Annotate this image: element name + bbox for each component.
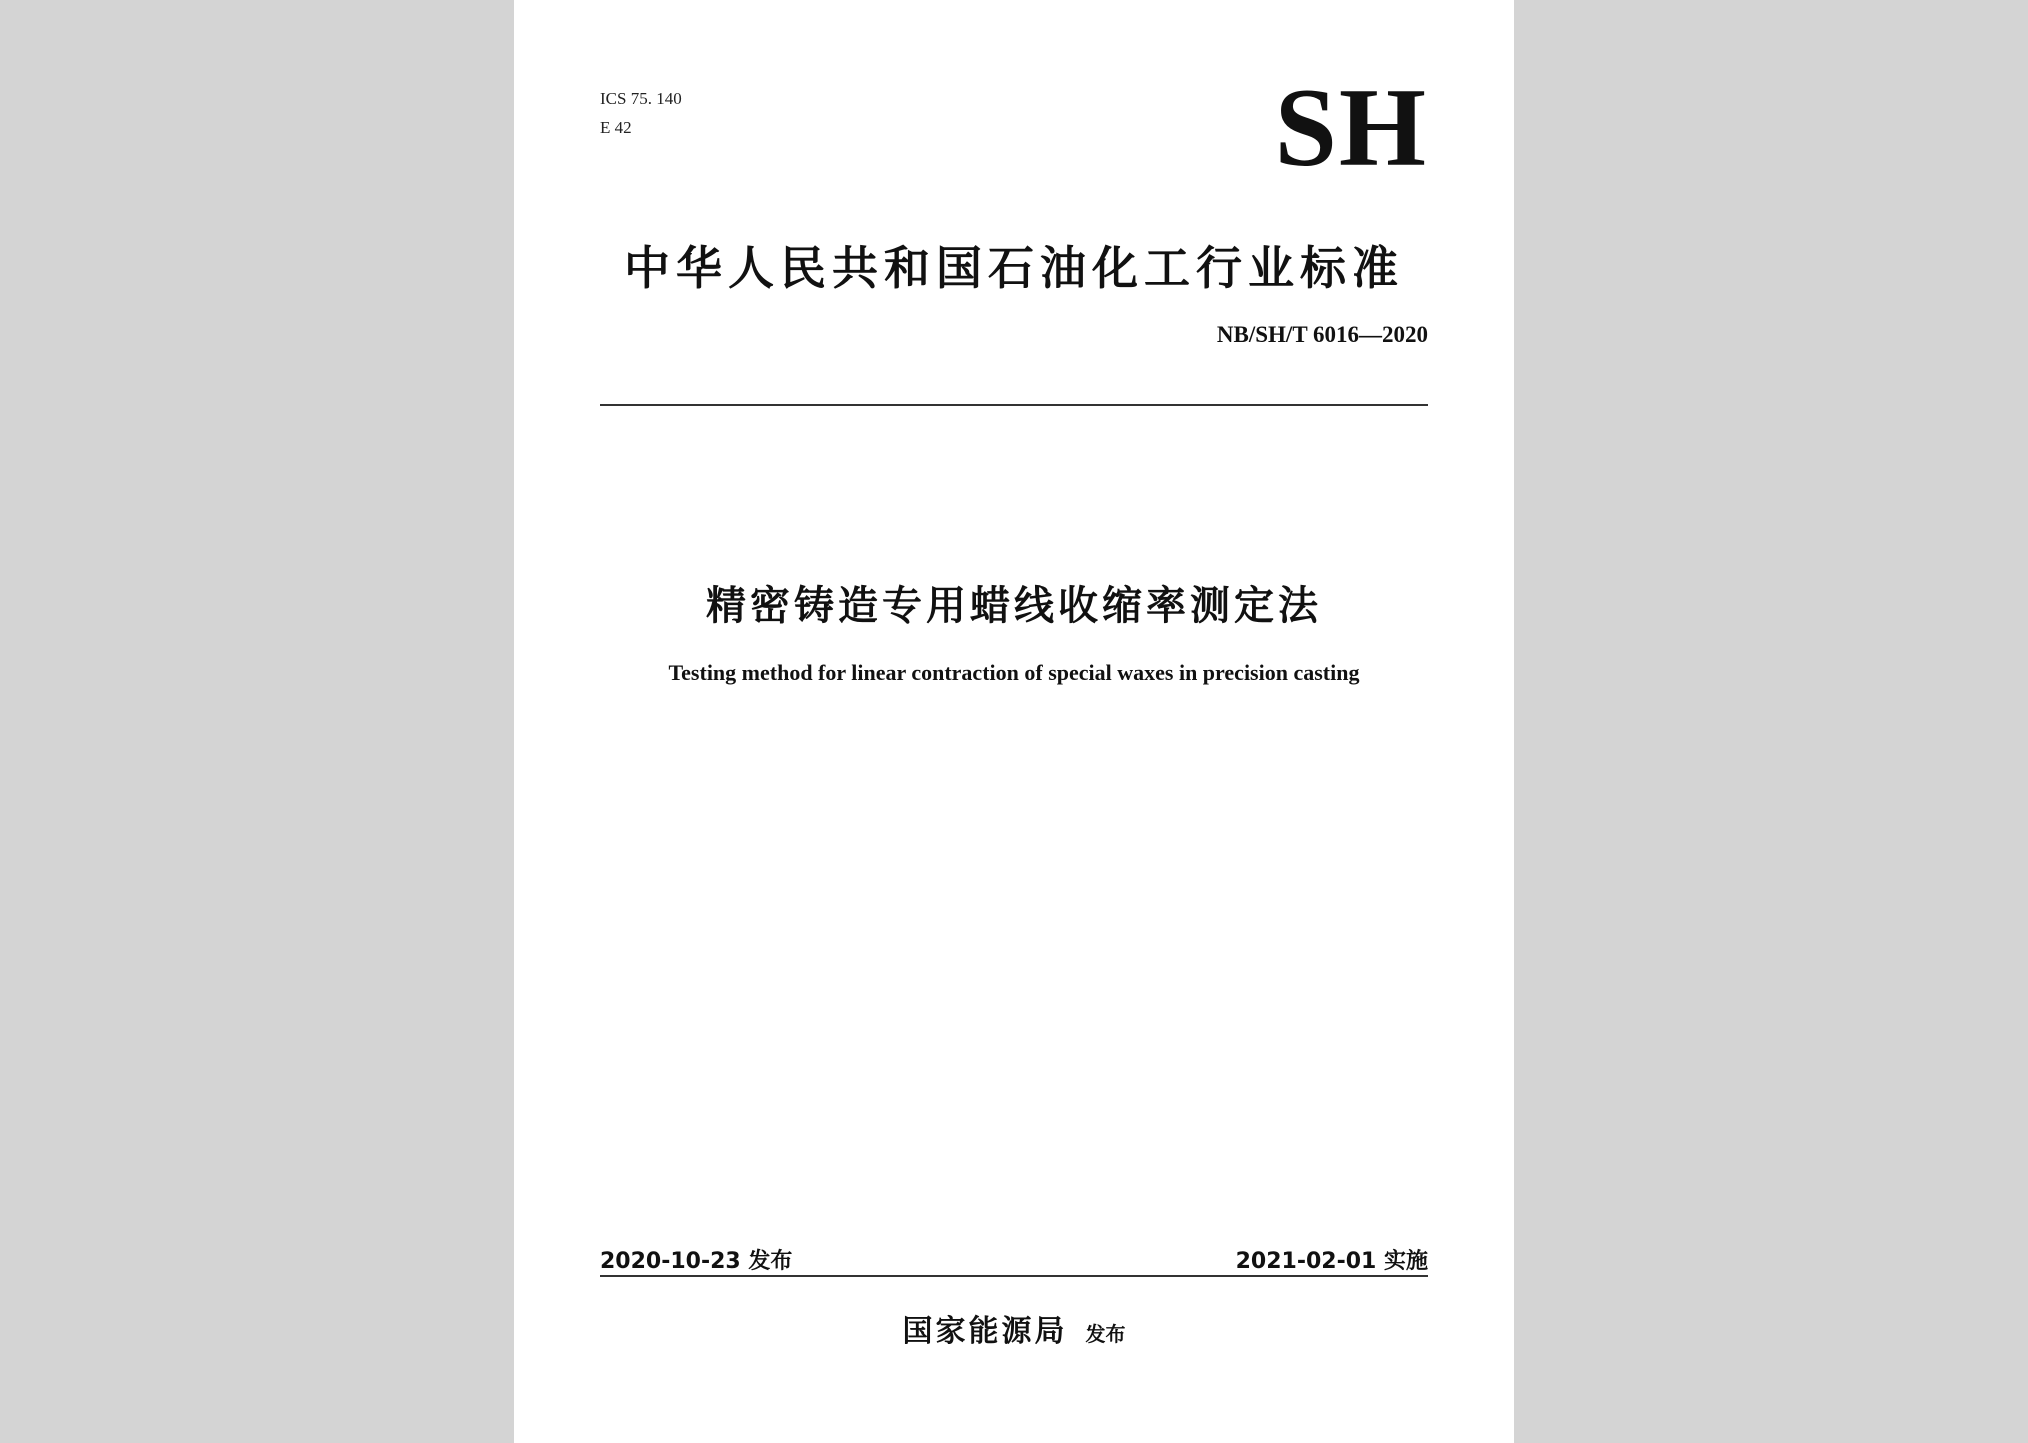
ics-code: ICS 75. 140	[600, 89, 682, 108]
ccs-code: E 42	[600, 118, 632, 137]
industry-standard-title: 中华人民共和国石油化工行业标准	[624, 241, 1404, 295]
standard-number: NB/SH/T 6016—2020	[1216, 322, 1428, 347]
classification-codes	[600, 84, 682, 142]
document-title-english: Testing method for linear contraction of special waxes in precision casting	[668, 660, 1360, 685]
issue-date: 2020-10-23 发布	[600, 1249, 793, 1274]
footer-divider	[600, 1275, 1428, 1277]
document-title-chinese: 精密铸造专用蜡线收缩率测定法	[706, 583, 1322, 629]
publisher-line	[514, 1306, 1514, 1350]
publisher-action: 发布	[1085, 1322, 1126, 1346]
implementation-date: 2021-02-01 实施	[1235, 1249, 1428, 1274]
publisher-name: 国家能源局	[902, 1314, 1068, 1349]
standard-logo: SH	[1274, 66, 1428, 190]
header-divider	[600, 404, 1428, 406]
document-page	[514, 0, 1514, 1443]
